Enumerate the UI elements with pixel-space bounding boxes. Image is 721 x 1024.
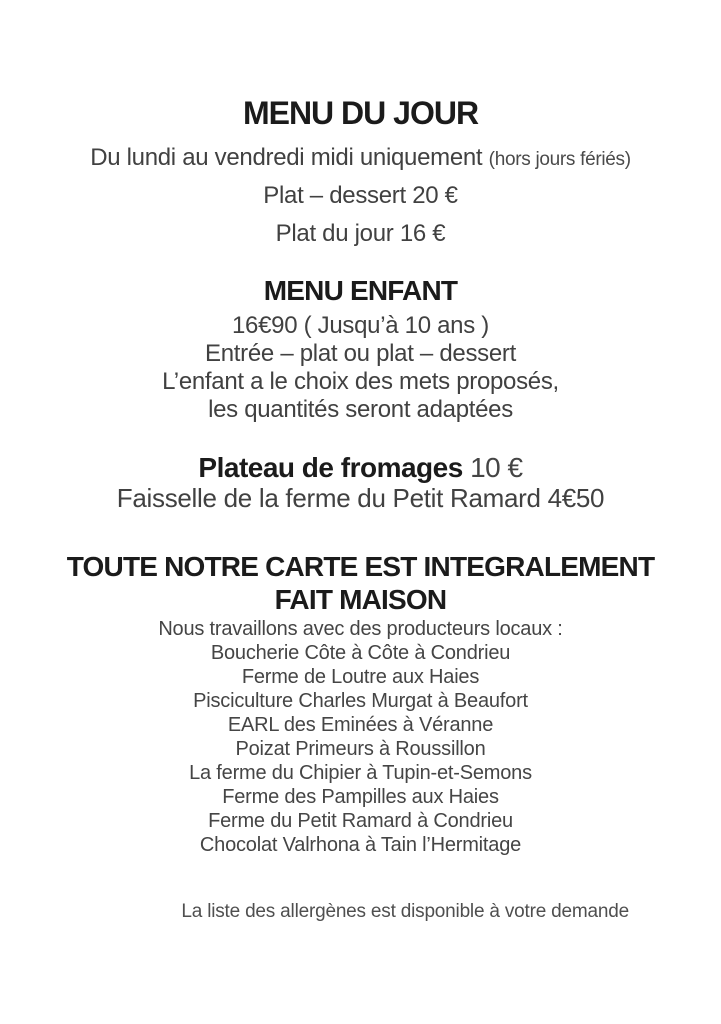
menu-enfant-price: 16€90 ( Jusqu’à 10 ans ) bbox=[232, 312, 489, 340]
producer-item: EARL des Eminées à Véranne bbox=[227, 714, 494, 737]
availability-text: Du lundi au vendredi midi uniquement bbox=[90, 144, 489, 171]
availability-note: (hors jours fériés) bbox=[488, 149, 631, 170]
producer-item: Boucherie Côte à Côte à Condrieu bbox=[210, 642, 511, 665]
fait-maison-heading-line1: TOUTE NOTRE CARTE EST INTEGRALEMENT bbox=[66, 550, 655, 582]
menu-enfant-note-2: les quantités seront adaptées bbox=[208, 396, 513, 424]
menu-enfant-note-1: L’enfant a le choix des mets proposés, bbox=[162, 368, 559, 396]
producer-item: Ferme du Petit Ramard à Condrieu bbox=[208, 810, 513, 833]
menu-enfant-formula: Entrée – plat ou plat – dessert bbox=[205, 340, 516, 368]
allergens-note: La liste des allergènes est disponible à votre demande bbox=[181, 901, 629, 923]
cheese-platter-line bbox=[0, 453, 721, 484]
producer-item: Pisciculture Charles Murgat à Beaufort bbox=[193, 690, 528, 713]
producers-intro: Nous travaillons avec des producteurs locaux : bbox=[158, 618, 563, 641]
cheese-platter-name: Plateau de fromages bbox=[198, 452, 463, 484]
fait-maison-heading bbox=[0, 550, 721, 617]
section-fait-maison bbox=[0, 550, 721, 857]
producer-item: Chocolat Valrhona à Tain l’Hermitage bbox=[199, 834, 522, 857]
producer-item: Ferme de Loutre aux Haies bbox=[241, 666, 480, 689]
producer-item: La ferme du Chipier à Tupin-et-Semons bbox=[189, 762, 532, 785]
section-menu-enfant bbox=[0, 277, 721, 424]
fait-maison-heading-line2: FAIT MAISON bbox=[274, 584, 447, 616]
availability-line bbox=[0, 145, 721, 171]
section-menu-du-jour bbox=[0, 97, 721, 247]
producer-item: Ferme des Pampilles aux Haies bbox=[222, 786, 499, 809]
producer-item: Poizat Primeurs à Roussillon bbox=[235, 738, 486, 761]
section-fromages bbox=[0, 453, 721, 514]
cheese-platter-price: 10 € bbox=[462, 452, 523, 484]
producers-list bbox=[0, 641, 721, 857]
formula-plat-dessert: Plat – dessert 20 € bbox=[263, 182, 458, 210]
formula-plat-du-jour: Plat du jour 16 € bbox=[275, 219, 446, 247]
menu-du-jour-title: MENU DU JOUR bbox=[242, 95, 479, 131]
faisselle-line: Faisselle de la ferme du Petit Ramard 4€50 bbox=[116, 482, 605, 513]
menu-enfant-title: MENU ENFANT bbox=[263, 275, 458, 307]
